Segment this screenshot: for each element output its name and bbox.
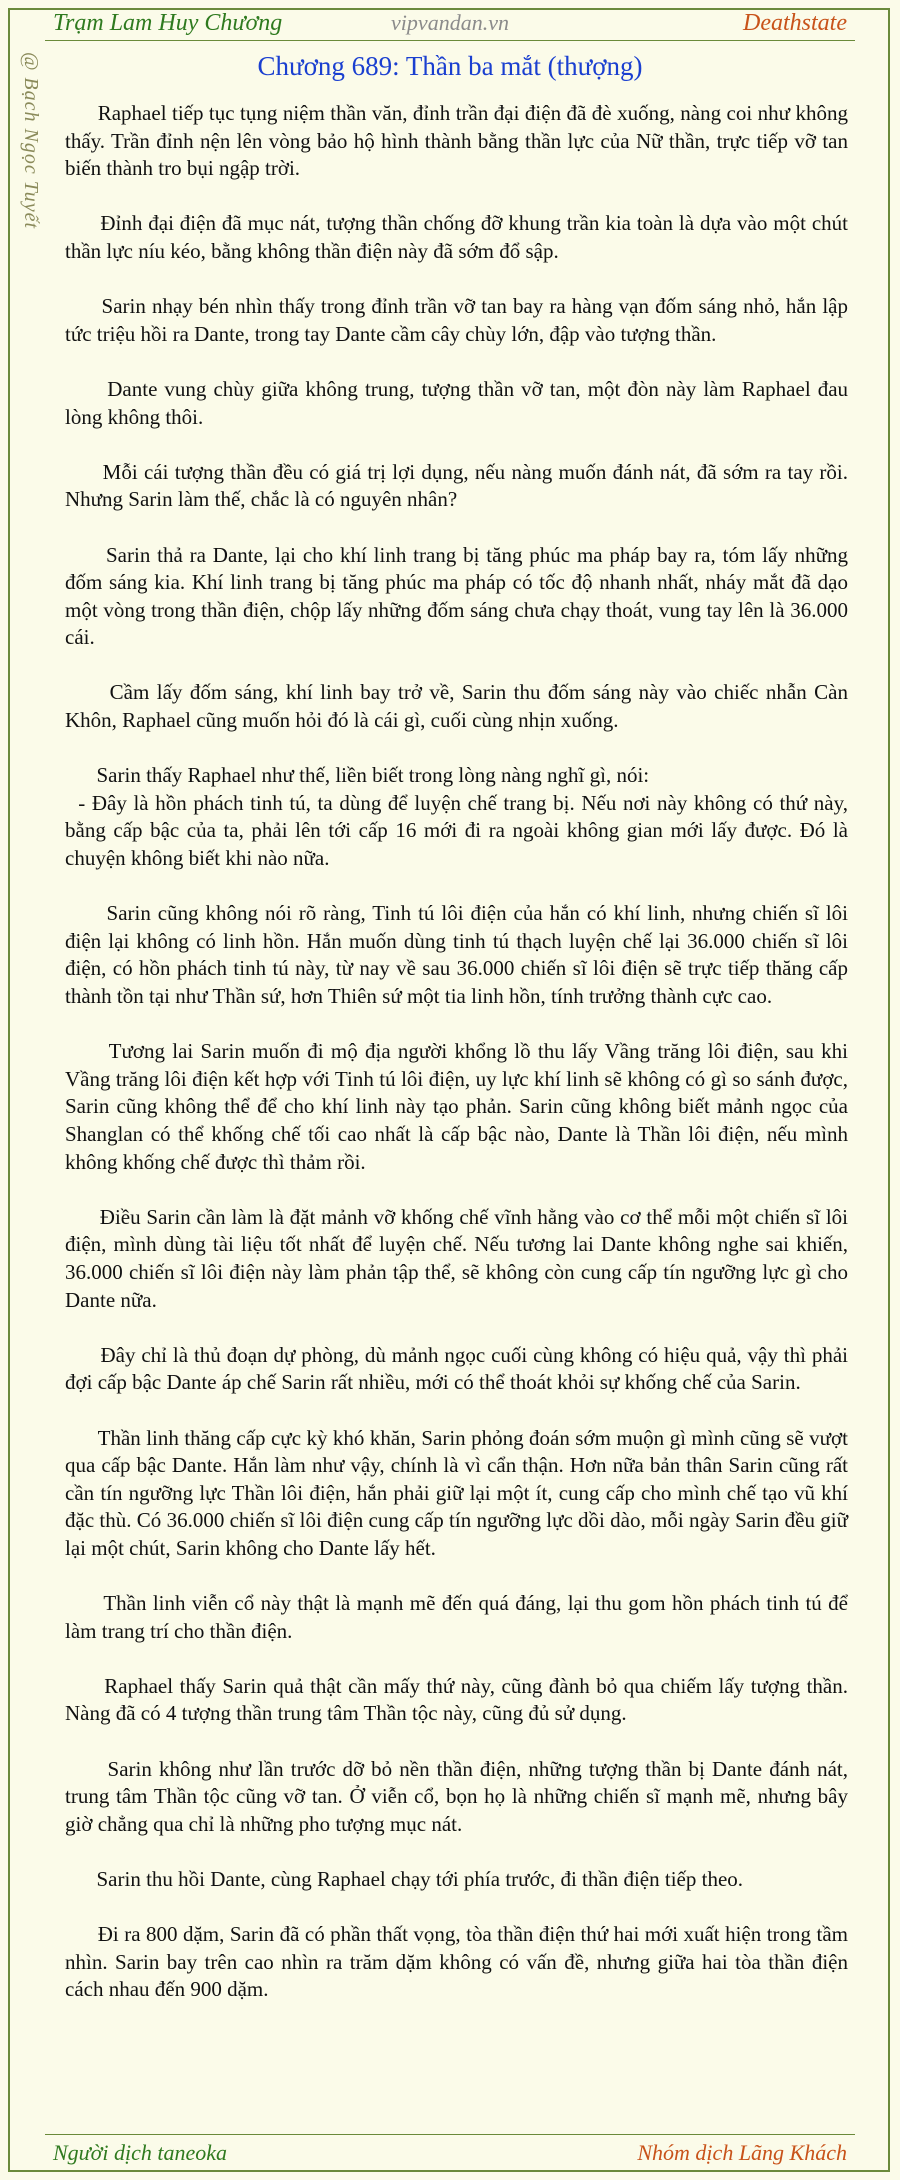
page-footer — [45, 2138, 855, 2168]
paragraph: Đi ra 800 dặm, Sarin đã có phần thất vọng, tòa thần điện thứ hai mới xuất hiện trong tầm nhìn. Sarin bay trên cao nhìn ra trăm dặm không có vấn đề, nhưng giữa hai tòa thần điện cách nhau đến 900 dặm. — [65, 1922, 854, 2002]
paragraph: Raphael tiếp tục tụng niệm thần văn, đỉnh trần đại điện đã đè xuống, nàng coi như không thấy. Trần đỉnh nện lên vòng bảo hộ hình thành bằng thần lực của Nữ thần, trực tiếp vỡ tan biến thành tro bụi ngập trời. — [65, 101, 854, 181]
header-site-name: Trạm Lam Huy Chương — [53, 10, 283, 36]
paragraph: Tương lai Sarin muốn đi mộ địa người khổng lồ thu lấy Vầng trăng lôi điện, sau khi Vầng trăng lôi điện kết hợp với Tinh tú lôi điện, uy lực khí linh sẽ không có gì so sánh được, Sarin cũng không thể để cho khí linh này tạo phản. Sarin cũng không biết mảnh ngọc của Shanglan có thể khống chế tối cao nhất là cấp bậc nào, Dante là Thần lôi điện, nếu mình không khống chế được thì thảm rồi. — [65, 1039, 854, 1174]
paragraph: Dante vung chùy giữa không trung, tượng thần vỡ tan, một đòn này làm Raphael đau lòng không thôi. — [65, 376, 854, 429]
paragraph: Thần linh viễn cổ này thật là mạnh mẽ đến quá đáng, lại thu gom hồn phách tinh tú để làm trang trí cho thần điện. — [65, 1591, 854, 1643]
chapter-title: Chương 689: Thần ba mắt (thượng) — [257, 51, 643, 81]
footer-divider — [45, 2134, 855, 2135]
paragraph: Sarin nhạy bén nhìn thấy trong đỉnh trần vỡ tan bay ra hàng vạn đốm sáng nhỏ, hắn lập tức triệu hồi ra Dante, trong tay Dante cầm cây chùy lớn, đập vào tượng thần. — [65, 294, 854, 346]
paragraph: Sarin thu hồi Dante, cùng Raphael chạy tới phía trước, đi thần điện tiếp theo. — [65, 1867, 744, 1891]
side-credit: @ Bạch Ngọc Tuyết — [20, 52, 42, 230]
paragraph: Raphael thấy Sarin quả thật cần mấy thứ này, cũng đành bỏ qua chiếm lấy tượng thần. Nàng đã có 4 tượng thần trung tâm Thần tộc này, cũng đủ sử dụng. — [65, 1673, 854, 1726]
dialogue-line: - Đây là hồn phách tinh tú, ta dùng để luyện chế trang bị. Nếu nơi này không có thứ này, bằng cấp bậc của ta, phải lên tới cấp 16 mới đi ra ngoài không gian mới lấy được. Đó là chuyện không biết khi nào nữa. — [65, 790, 854, 871]
chapter-body — [65, 100, 854, 2032]
paragraph: Mỗi cái tượng thần đều có giá trị lợi dụng, nếu nàng muốn đánh nát, đã sớm ra tay rồi. Nhưng Sarin làm thế, chắc là có nguyên nhân? — [65, 459, 854, 512]
paragraph: Đỉnh đại điện đã mục nát, tượng thần chống đỡ khung trần kia toàn là dựa vào một chút thần lực níu kéo, bằng không thần điện này đã sớm đổ sập. — [65, 211, 854, 263]
header-website: vipvandan.vn — [391, 10, 509, 35]
paragraph: Điều Sarin cần làm là đặt mảnh vỡ khống chế vĩnh hằng vào cơ thể mỗi một chiến sĩ lôi điện, mình dùng tài liệu tốt nhất để luyện chế. Nếu tương lai Dante không nghe sai khiến, 36.000 chiến sĩ lôi điện này làm phản tập thể, sẽ không còn cung cấp tín ngưỡng lực gì cho Dante nữa. — [65, 1204, 854, 1312]
page-header — [45, 6, 855, 40]
paragraph: Đây chỉ là thủ đoạn dự phòng, dù mảnh ngọc cuối cùng không có hiệu quả, vậy thì phải đợi cấp bậc Dante áp chế Sarin rất nhiều, mới có thể thoát khỏi sự khống chế của Sarin. — [65, 1342, 854, 1395]
dialogue-intro: Sarin thấy Raphael như thế, liền biết trong lòng nàng nghĩ gì, nói: — [65, 763, 650, 788]
header-divider — [45, 40, 855, 41]
footer-translator: Người dịch taneoka — [53, 2140, 228, 2165]
paragraph: Thần linh thăng cấp cực kỳ khó khăn, Sarin phỏng đoán sớm muộn gì mình cũng sẽ vượt qua cấp bậc Dante. Hắn làm như vậy, chính là vì cẩn thận. Hơn nữa bản thân Sarin cũng rất cần tín ngưỡng lực Thần lôi điện, hắn phải giữ lại một ít, cung cấp cho mình chế tạo vũ khí đặc thù. Có 36.000 chiến sĩ lôi điện cung cấp tín ngưỡng lực dồi dào, mỗi ngày Sarin đều giữ lại một chút, Sarin không cho Dante lấy hết. — [65, 1425, 854, 1560]
paragraph: Sarin thả ra Dante, lại cho khí linh trang bị tăng phúc ma pháp bay ra, tóm lấy những đốm sáng kia. Khí linh trang bị tăng phúc ma pháp có tốc độ nhanh nhất, nháy mắt đã dạo một vòng trong thần điện, chộp lấy những đốm sáng chưa chạy thoát, vung tay lên là 36.000 cái. — [65, 542, 854, 650]
paragraph: Cầm lấy đốm sáng, khí linh bay trở về, Sarin thu đốm sáng này vào chiếc nhẫn Càn Khôn, Raphael cũng muốn hỏi đó là cái gì, cuối cùng nhịn xuống. — [65, 680, 854, 733]
paragraph: Sarin cũng không nói rõ ràng, Tinh tú lôi điện của hắn có khí linh, nhưng chiến sĩ lôi điện lại không có linh hồn. Hắn muốn dùng tinh tú thạch luyện chế lại 36.000 chiến sĩ lôi điện, có hồn phách tinh tú này, từ nay về sau 36.000 chiến sĩ lôi điện sẽ trực tiếp thăng cấp thành tồn tại như Thần sứ, hơn Thiên sứ một tia linh hồn, tính trưởng thành cực cao. — [65, 901, 854, 1008]
header-author: Deathstate — [743, 10, 847, 36]
footer-group: Nhóm dịch Lãng Khách — [637, 2140, 847, 2165]
paragraph: Sarin không như lần trước dỡ bỏ nền thần điện, những tượng thần bị Dante đánh nát, trung tâm Thần tộc cũng vỡ tan. Ở viễn cổ, bọn họ là những chiến sĩ mạnh mẽ, nhưng bây giờ chẳng qua chỉ là những pho tượng mục nát. — [65, 1756, 854, 1836]
